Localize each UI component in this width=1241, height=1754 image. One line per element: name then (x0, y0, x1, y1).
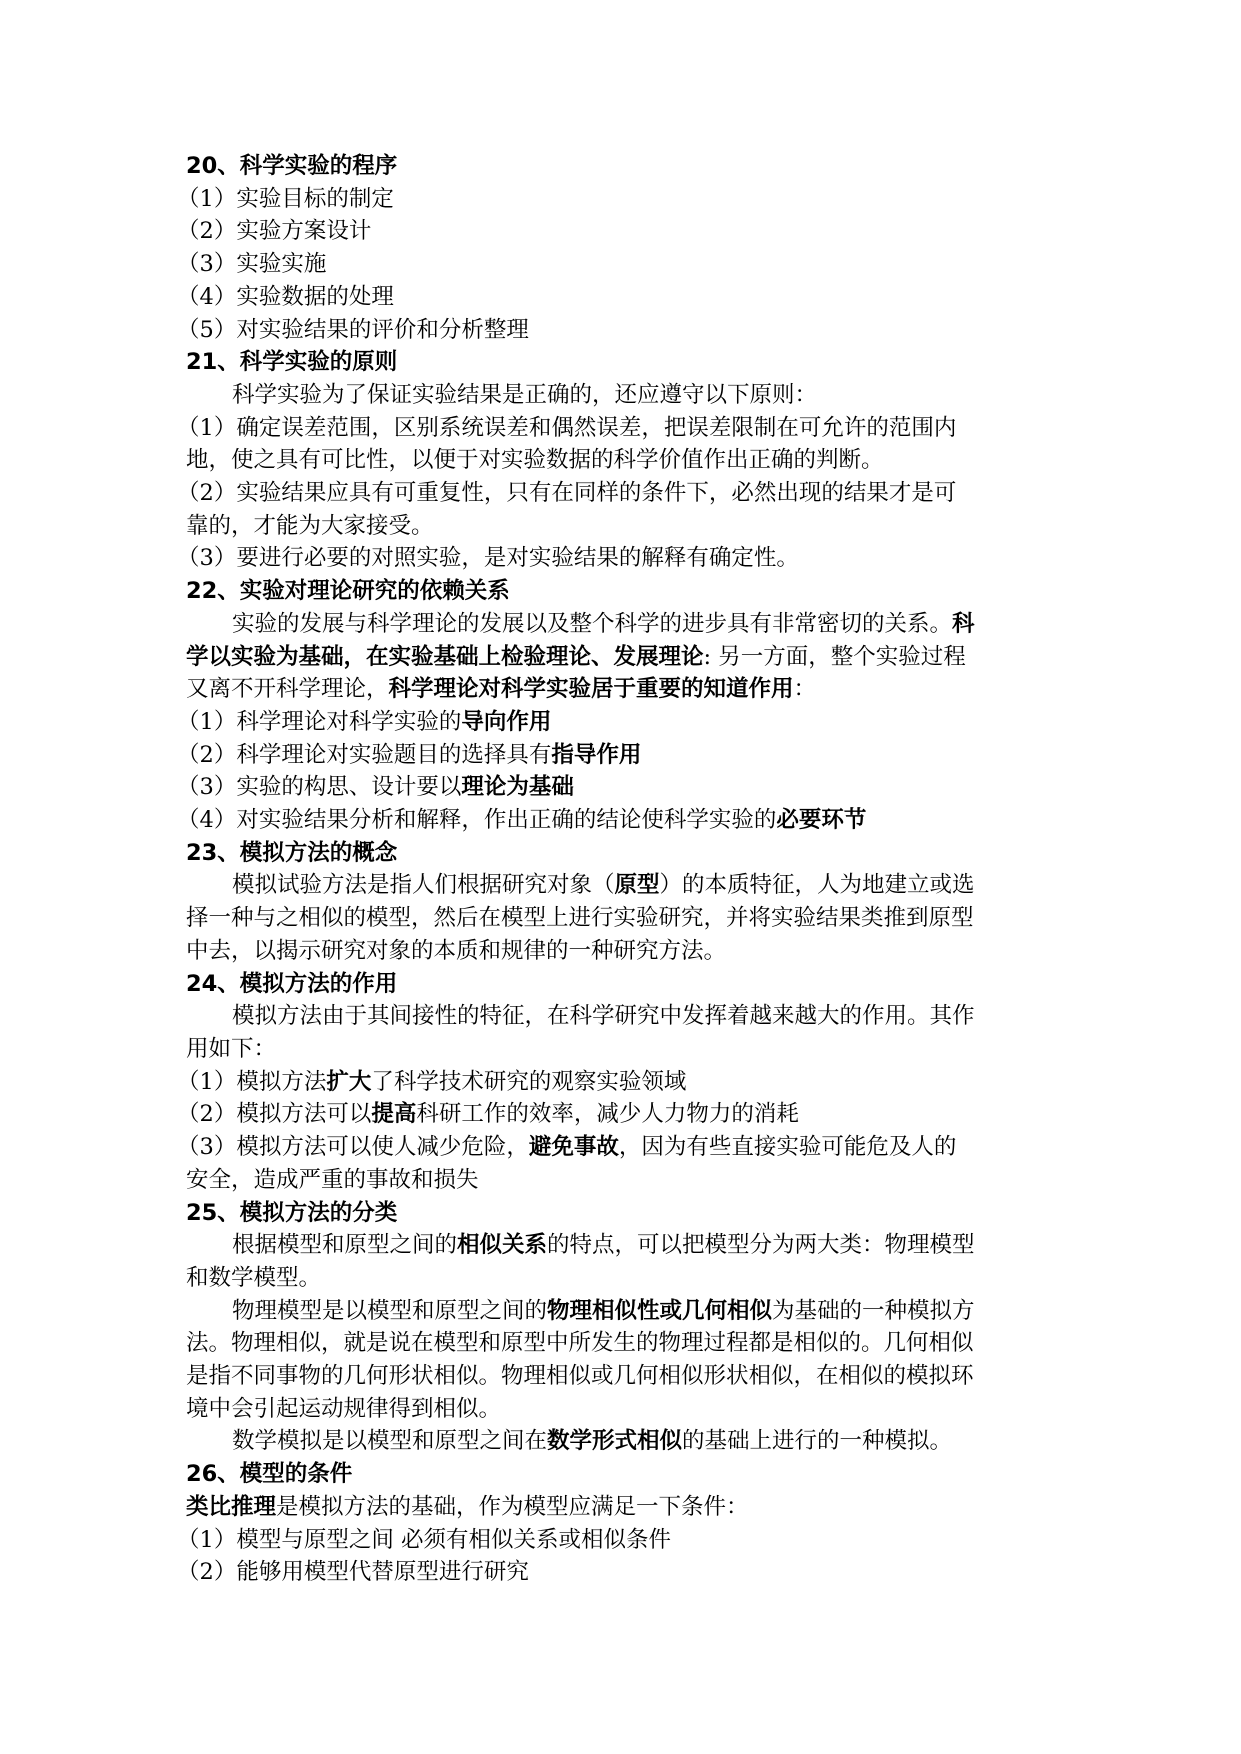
paragraph-line: 是指不同事物的几何形状相似。物理相似或几何相似形状相似，在相似的模拟环 (186, 1363, 974, 1390)
emphasis-text: 科 (952, 610, 975, 637)
paragraph-line (186, 673, 1066, 706)
text: 的基础上进行的一种模拟。 (682, 1428, 953, 1455)
list-item: （5）对实验结果的评价和分析整理 (177, 316, 529, 343)
section-25 (186, 1197, 1066, 1459)
list-item: （2）实验方案设计 (177, 218, 372, 245)
section-heading: 21、科学实验的原则 (186, 349, 398, 376)
emphasis-text: 理论为基础 (461, 774, 574, 801)
emphasis-text: 相似关系 (457, 1232, 548, 1259)
list-item-continuation: 地，使之具有可比性，以便于对实验数据的科学价值作出正确的判断。 (186, 447, 884, 474)
list-item (177, 739, 1066, 772)
section-24 (177, 968, 1066, 1197)
text: （1）模拟方法 (177, 1068, 327, 1095)
paragraph-line: 用如下： (186, 1035, 277, 1062)
text: 模拟试验方法是指人们根据研究对象（ (232, 872, 615, 899)
paragraph-line: 模拟方法由于其间接性的特征，在科学研究中发挥着越来越大的作用。其作 (232, 1003, 975, 1030)
text: （2）模拟方法可以 (177, 1101, 372, 1128)
emphasis-text: 物理相似性或几何相似 (547, 1297, 773, 1324)
paragraph-line (186, 1295, 1066, 1328)
paragraph-line: 择一种与之相似的模型，然后在模型上进行实验研究，并将实验结果类推到原型 (186, 905, 974, 932)
list-item (177, 771, 1066, 804)
section-23 (186, 837, 1066, 968)
paragraph-line: 和数学模型。 (186, 1264, 322, 1291)
section-20 (177, 150, 1066, 346)
section-21 (177, 346, 1066, 575)
text: 根据模型和原型之间的 (232, 1232, 458, 1259)
emphasis-text: 原型 (614, 872, 660, 899)
paragraph-line (186, 641, 1066, 674)
text: （4）对实验结果分析和解释，作出正确的结论使科学实验的 (177, 807, 777, 834)
emphasis-text: 科学理论对科学实验居于重要的知道作用 (388, 676, 794, 703)
list-item: （3）实验实施 (177, 251, 327, 278)
section-heading: 22、实验对理论研究的依赖关系 (186, 578, 510, 605)
section-heading: 25、模拟方法的分类 (186, 1199, 398, 1226)
emphasis-text: 扩大 (326, 1068, 372, 1095)
emphasis-text: 提高 (371, 1101, 417, 1128)
emphasis-text: 指导作用 (551, 741, 642, 768)
text: （3）模拟方法可以使人减少危险， (177, 1134, 529, 1161)
text: （3）实验的构思、设计要以 (177, 774, 462, 801)
text: ，因为有些直接实验可能危及人的 (618, 1134, 957, 1161)
text: ： (793, 676, 817, 703)
list-item (177, 1098, 1066, 1131)
text: （2）科学理论对实验题目的选择具有 (177, 741, 552, 768)
section-26 (177, 1458, 1066, 1589)
list-item: （1）确定误差范围，区别系统误差和偶然误差，把误差限制在可允许的范围内 (177, 414, 957, 441)
paragraph: 科学实验为了保证实验结果是正确的，还应遵守以下原则： (232, 381, 818, 408)
section-heading: 20、科学实验的程序 (186, 153, 398, 179)
list-item: （1）模型与原型之间 必须有相似关系或相似条件 (177, 1526, 671, 1553)
text: 了科学技术研究的观察实验领域 (371, 1068, 687, 1095)
emphasis-text: 必要环节 (776, 807, 867, 834)
emphasis-text: 学以实验为基础，在实验基础上检验理论、发展理论 (186, 643, 704, 670)
section-heading: 23、模拟方法的概念 (186, 839, 398, 866)
list-item (177, 1066, 1066, 1099)
text: 又离不开科学理论， (186, 676, 389, 703)
text: 为基础的一种模拟方 (772, 1297, 975, 1324)
text: 物理模型是以模型和原型之间的 (232, 1297, 548, 1324)
text: : 另一方面，整个实验过程 (703, 643, 966, 670)
text: 的特点，可以把模型分为两大类：物理模型 (547, 1232, 975, 1259)
text: 数学模拟是以模型和原型之间在 (232, 1428, 548, 1455)
list-item-continuation: 安全，造成严重的事故和损失 (186, 1166, 479, 1193)
section-22 (177, 575, 1066, 837)
section-heading: 24、模拟方法的作用 (186, 970, 398, 997)
emphasis-text: 数学形式相似 (547, 1428, 683, 1455)
paragraph-line (186, 1491, 1066, 1524)
emphasis-text: 避免事故 (528, 1134, 619, 1161)
list-item-continuation: 靠的，才能为大家接受。 (186, 512, 434, 539)
paragraph-line (186, 608, 1066, 641)
text: 实验的发展与科学理论的发展以及整个科学的进步具有非常密切的关系。 (232, 610, 953, 637)
text: ）的本质特征，人为地建立或选 (659, 872, 975, 899)
paragraph-line: 法。物理相似，就是说在模型和原型中所发生的物理过程都是相似的。几何相似 (186, 1330, 974, 1357)
emphasis-text: 类比推理 (186, 1493, 277, 1520)
text: 是模拟方法的基础，作为模型应满足一下条件： (276, 1493, 749, 1520)
paragraph-line (186, 1425, 1066, 1458)
paragraph-line (186, 1229, 1066, 1262)
list-item: （3）要进行必要的对照实验，是对实验结果的解释有确定性。 (177, 545, 799, 572)
paragraph-line: 境中会引起运动规律得到相似。 (186, 1395, 502, 1422)
list-item: （2）实验结果应具有可重复性，只有在同样的条件下，必然出现的结果才是可 (177, 480, 957, 507)
list-item (177, 1131, 1066, 1164)
section-heading: 26、模型的条件 (186, 1461, 353, 1488)
list-item (177, 706, 1066, 739)
list-item (177, 804, 1066, 837)
list-item: （2）能够用模型代替原型进行研究 (177, 1559, 529, 1586)
paragraph-line: 中去，以揭示研究对象的本质和规律的一种研究方法。 (186, 937, 727, 964)
emphasis-text: 导向作用 (461, 708, 552, 735)
text: （1）科学理论对科学实验的 (177, 708, 462, 735)
text: 科研工作的效率，减少人力物力的消耗 (416, 1101, 799, 1128)
paragraph-line (186, 869, 1066, 902)
document-page (177, 150, 1066, 1589)
list-item: （1）实验目标的制定 (177, 185, 394, 212)
list-item: （4）实验数据的处理 (177, 283, 394, 310)
